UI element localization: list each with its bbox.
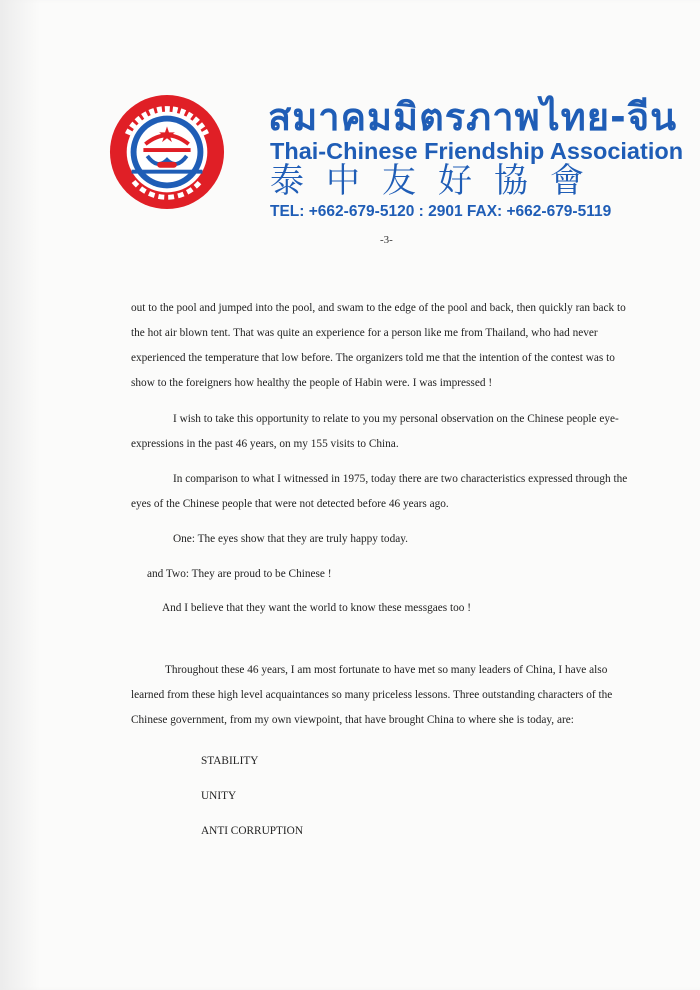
list-item: UNITY (201, 790, 237, 802)
body-line: Chinese government, from my own viewpoint, that have brought China to where she is today, are: (131, 714, 574, 726)
org-name-chinese: 泰中友好協會 (270, 161, 606, 201)
association-logo (108, 93, 226, 211)
body-line: Throughout these 46 years, I am most fortunate to have met so many leaders of China, I have also (165, 664, 608, 676)
body-line: experienced the temperature that low before. The organizers told me that the intention of the contest was to (131, 352, 615, 364)
body-line: expressions in the past 46 years, on my 155 visits to China. (131, 438, 399, 450)
list-item: ANTI CORRUPTION (201, 825, 303, 837)
body-line: In comparison to what I witnessed in 1975, today there are two characteristics expressed through the (173, 473, 628, 485)
body-line: eyes of the Chinese people that were not detected before 46 years ago. (131, 498, 449, 510)
page-number: -3- (380, 234, 393, 246)
body-line: learned from these high level acquaintances so many priceless lessons. Three outstanding characters of the (131, 689, 613, 701)
body-line: And I believe that they want the world to know these messgaes too ! (162, 602, 472, 614)
body-line: show to the foreigners how healthy the people of Habin were. I was impressed ! (131, 377, 493, 389)
scan-shadow (0, 0, 40, 990)
body-line: the hot air blown tent. That was quite an experience for a person like me from Thailand, who had never (131, 327, 598, 339)
body-line: and Two: They are proud to be Chinese ! (147, 568, 332, 580)
org-name-thai: สมาคมมิตรภาพไทย-จีน (268, 95, 678, 139)
body-line: out to the pool and jumped into the pool, and swam to the edge of the pool and back, then quickly ran back to (131, 302, 626, 314)
org-name-english: Thai-Chinese Friendship Association (270, 138, 684, 164)
body-line: One: The eyes show that they are truly happy today. (173, 533, 408, 545)
list-item: STABILITY (201, 755, 259, 767)
contact-numbers: TEL: +662-679-5120 : 2901 FAX: +662-679-5119 (270, 203, 612, 220)
body-line: I wish to take this opportunity to relate to you my personal observation on the Chinese people eye- (173, 413, 619, 425)
